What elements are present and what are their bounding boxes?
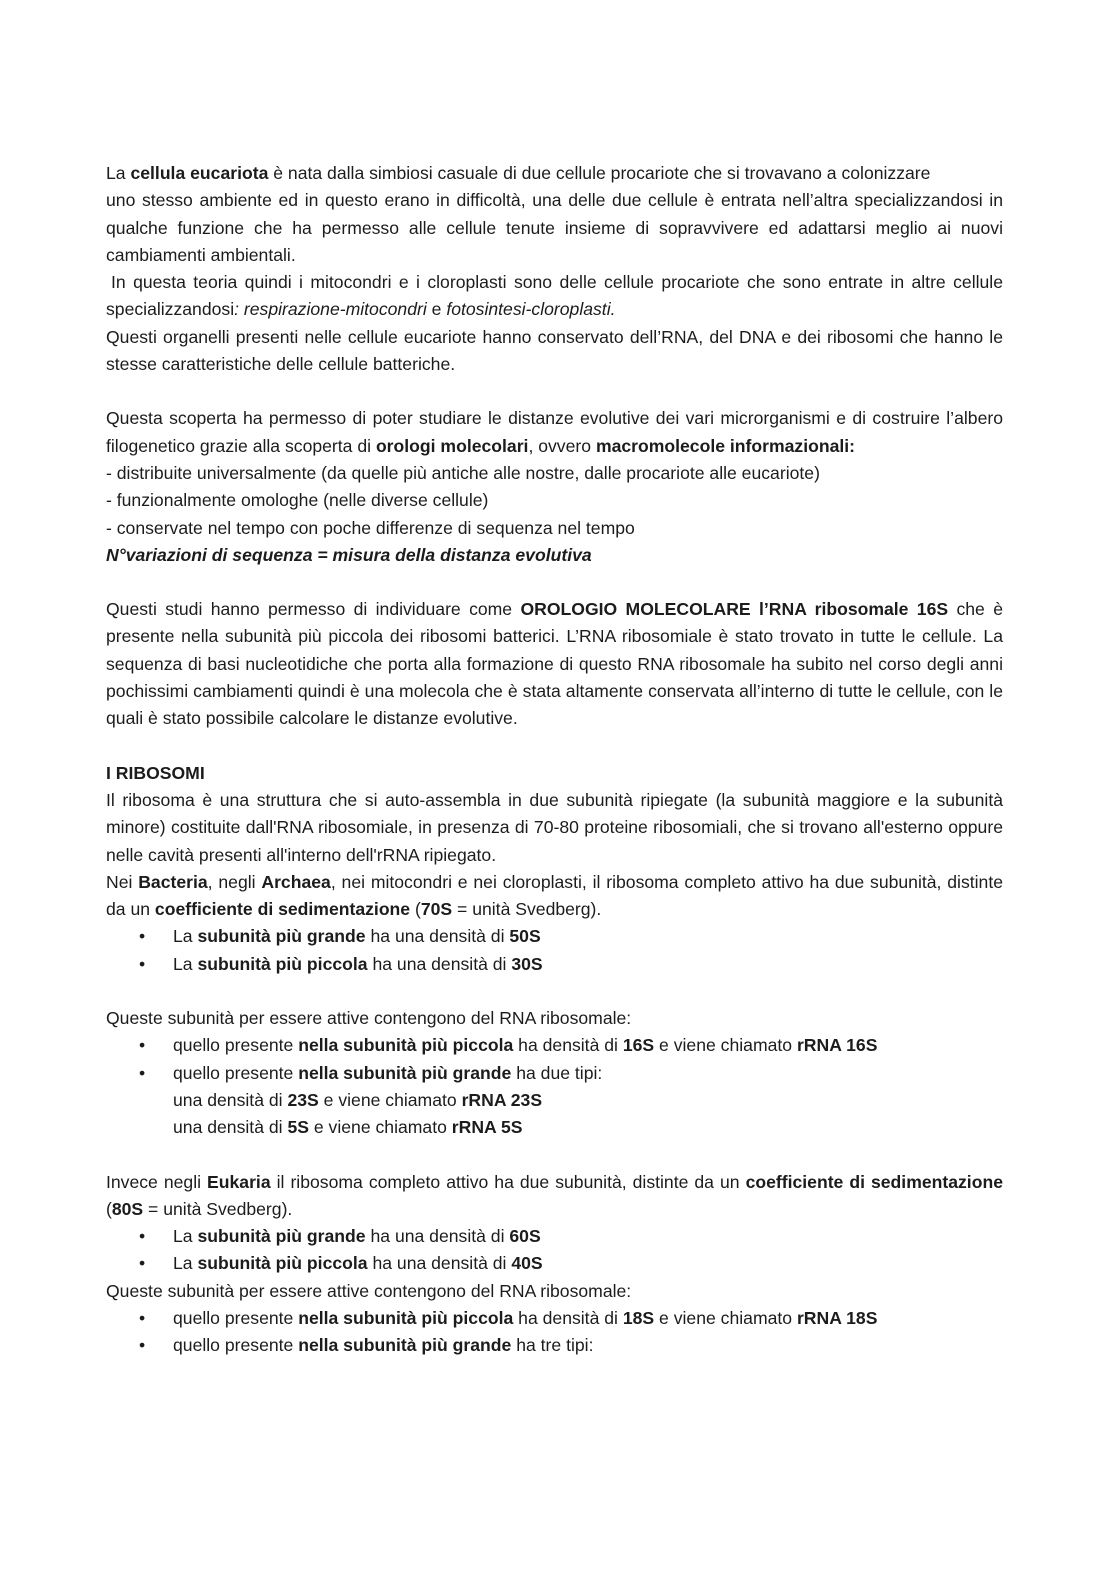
paragraph-organelles	[106, 324, 1003, 379]
text-run: orologi molecolari	[375, 435, 529, 456]
text-run: 16S	[622, 1035, 655, 1056]
text-run: - conservate nel tempo con poche differenze di sequenza nel tempo	[106, 517, 635, 538]
text-run: Archaea	[261, 871, 331, 892]
text-run: (	[410, 899, 421, 920]
text-run: In questa teoria quindi i mitocondri e i cloroplasti sono delle cellule procariote che sono entrate in altre cellule specializzandosi	[106, 272, 1003, 320]
list-item	[106, 460, 1003, 487]
text-run: è nata dalla simbiosi casuale di due cellule procariote che si trovavano a colonizzare	[268, 163, 931, 183]
text-run: 50S	[509, 926, 541, 947]
text-run: e viene chiamato	[654, 1307, 797, 1328]
text-run: quello presente	[173, 1035, 299, 1056]
text-run: La	[173, 926, 198, 947]
text-run: La	[106, 163, 131, 183]
bullet-icon: •	[139, 1307, 146, 1328]
section-heading: I RIBOSOMI	[106, 762, 205, 783]
bullet-icon: •	[139, 1035, 146, 1056]
text-run: , ovvero	[528, 435, 596, 456]
text-run: ha densità di	[513, 1307, 623, 1328]
text-run: che è presente nella subunità più piccola dei ribosomi batterici. L’RNA ribosomiale è stato trovato in tutte le cellule. La sequenza di basi nucleotidiche che porta alla formazione di questo RNA ribosomale ha subito nel corso degli anni pochissimi cambiamenti quindi è una molecola che è stata altamente conservata all’interno di tutte le cellule, con le quali è stato possibile calcolare le distanze evolutive.	[106, 599, 1003, 729]
list-item	[106, 923, 1003, 950]
paragraph-intro-continued	[106, 187, 1003, 269]
text-run: coefficiente di sedimentazione	[745, 1171, 1003, 1192]
text-run: 80S	[111, 1198, 144, 1219]
bullet-icon: •	[139, 953, 146, 974]
text-run: nella subunità più grande	[298, 1062, 512, 1083]
list-item	[106, 951, 1003, 978]
text-run: 70S	[420, 899, 453, 920]
text-run: subunità più piccola	[197, 1253, 368, 1274]
list-properties	[106, 460, 1003, 569]
text-run: Il ribosoma è una struttura che si auto-assembla in due subunità ripiegate (la subunità maggiore e la subunità minore) costituite dall'RNA ribosomiale, in presenza di 70-80 proteine ribosomiali, che si trovano all'esterno oppure nelle cavità presenti all'interno dell'rRNA ripiegato.	[106, 789, 1003, 865]
text-run: Nei	[106, 871, 139, 892]
text-run: nella subunità più piccola	[298, 1307, 514, 1328]
paragraph-molecular-clock	[106, 596, 1003, 732]
text-run: ha una densità di	[365, 1226, 510, 1247]
text-run: Queste subunità per essere attive contengono del RNA ribosomale:	[106, 1008, 632, 1029]
text-run: 30S	[511, 953, 543, 974]
text-run: ha una densità di	[367, 953, 512, 974]
text-run: ha tre tipi:	[511, 1335, 594, 1356]
list-item	[106, 1305, 1003, 1332]
text-run: e viene chiamato	[654, 1035, 797, 1056]
text-run: N°variazioni di sequenza = misura della distanza evolutiva	[106, 544, 592, 565]
text-run: Bacteria	[138, 871, 208, 892]
bullet-icon: •	[139, 1062, 146, 1083]
text-run: = unità Svedberg).	[452, 899, 602, 920]
text-run: macromolecole informazionali:	[595, 435, 856, 456]
text-run: Queste subunità per essere attive contengono del RNA ribosomale:	[106, 1280, 632, 1301]
text-run: , negli	[207, 871, 262, 892]
text-run: ha una densità di	[367, 1253, 512, 1274]
text-run: Questi studi hanno permesso di individuare come	[106, 599, 521, 620]
text-run: rRNA 5S	[451, 1117, 523, 1138]
text-run: subunità più grande	[197, 926, 366, 947]
bullet-icon: •	[139, 1335, 146, 1356]
text-run: - funzionalmente omologhe (nelle diverse cellule)	[106, 490, 489, 511]
paragraph-ribosome-structure	[106, 787, 1003, 869]
text-run: : respirazione-mitocondri	[234, 299, 427, 320]
text-run: subunità più grande	[197, 1226, 366, 1247]
text-run: cellula eucariota	[130, 163, 269, 183]
text-run: 40S	[511, 1253, 543, 1274]
text-run: Eukaria	[207, 1171, 271, 1192]
text-run: OROLOGIO MOLECOLARE l’RNA ribosomale 16S	[520, 599, 949, 620]
text-run: subunità più piccola	[197, 953, 368, 974]
text-run: rRNA 16S	[796, 1035, 878, 1056]
text-run: una densità di	[173, 1089, 288, 1110]
text-run: rRNA 23S	[461, 1089, 543, 1110]
list-item	[106, 487, 1003, 514]
text-run: quello presente	[173, 1062, 299, 1083]
bullet-list-bacteria-subunits	[106, 923, 1003, 978]
text-run: 60S	[509, 1226, 541, 1247]
text-run: Questa scoperta ha permesso di poter studiare le distanze evolutive dei vari microrganismi e di costruire l’albero filogenetico grazie alla scoperta di	[106, 408, 1003, 456]
text-run: La	[173, 1226, 198, 1247]
list-item	[106, 515, 1003, 542]
bullet-list-eukaria-subunits	[106, 1223, 1003, 1278]
text-run: rRNA 18S	[796, 1307, 878, 1328]
text-run: nella subunità più piccola	[298, 1035, 514, 1056]
text-run: Invece negli	[106, 1171, 208, 1192]
list-item	[106, 1032, 1003, 1059]
text-run: coefficiente di sedimentazione	[154, 899, 411, 920]
text-run: = unità Svedberg).	[143, 1198, 293, 1219]
text-run: una densità di	[173, 1117, 288, 1138]
sub-list-large-subunit	[106, 1087, 1003, 1142]
paragraph-discovery	[106, 405, 1003, 460]
text-run: ha due tipi:	[511, 1062, 603, 1083]
document-body	[106, 160, 1003, 1360]
text-run: nella subunità più grande	[298, 1335, 512, 1356]
paragraph-rna-eukaria	[106, 1278, 1003, 1305]
text-run: fotosintesi-cloroplasti.	[446, 299, 616, 320]
text-run: , nei mitocondri e nei cloroplasti, il ribosoma completo attivo ha due subunità, distinte da un	[106, 871, 1003, 920]
bullet-icon: •	[139, 1226, 146, 1247]
text-run: 5S	[287, 1117, 309, 1138]
list-item	[106, 1332, 1003, 1359]
bullet-list-bacteria-rrna	[106, 1032, 1003, 1087]
text-run: quello presente	[173, 1335, 299, 1356]
text-run: e	[426, 299, 447, 320]
text-run: 18S	[622, 1307, 655, 1328]
text-run: quello presente	[173, 1307, 299, 1328]
text-run: Questi organelli presenti nelle cellule eucariote hanno conservato dell’RNA, del DNA e dei ribosomi che hanno le stesse caratteristiche delle cellule batteriche.	[106, 326, 1003, 375]
list-item	[106, 1087, 1003, 1114]
paragraph-rna-bacteria	[106, 1005, 1003, 1032]
text-run: (	[106, 1198, 112, 1219]
text-run: e viene chiamato	[308, 1117, 452, 1138]
text-run: e viene chiamato	[318, 1089, 462, 1110]
text-run: ha densità di	[513, 1035, 623, 1056]
paragraph-theory	[106, 269, 1003, 324]
list-item	[106, 1223, 1003, 1250]
bullet-icon: •	[139, 1253, 146, 1274]
list-item	[106, 542, 1003, 569]
text-run: uno stesso ambiente ed in questo erano in difficoltà, una delle due cellule è entrata nell’altra specializzandosi in qualche funzione che ha permesso alle cellule tenute insieme di sopravvivere ed adattarsi meglio ai nuovi cambiamenti ambientali.	[106, 190, 1003, 265]
text-run: - distribuite universalmente (da quelle più antiche alle nostre, dalle procariote alle eucariote)	[106, 462, 820, 483]
bullet-list-eukaria-rrna	[106, 1305, 1003, 1360]
bullet-icon: •	[139, 926, 146, 947]
list-item	[106, 1114, 1003, 1141]
paragraph-intro	[106, 160, 1003, 187]
text-run: 23S	[287, 1089, 319, 1110]
text-run: La	[173, 1253, 198, 1274]
paragraph-eukaria	[106, 1169, 1003, 1224]
text-run: ha una densità di	[365, 926, 510, 947]
text-run: La	[173, 953, 198, 974]
paragraph-bacteria	[106, 869, 1003, 924]
text-run: il ribosoma completo attivo ha due subunità, distinte da un	[270, 1171, 746, 1192]
list-item	[106, 1060, 1003, 1087]
list-item	[106, 1250, 1003, 1277]
